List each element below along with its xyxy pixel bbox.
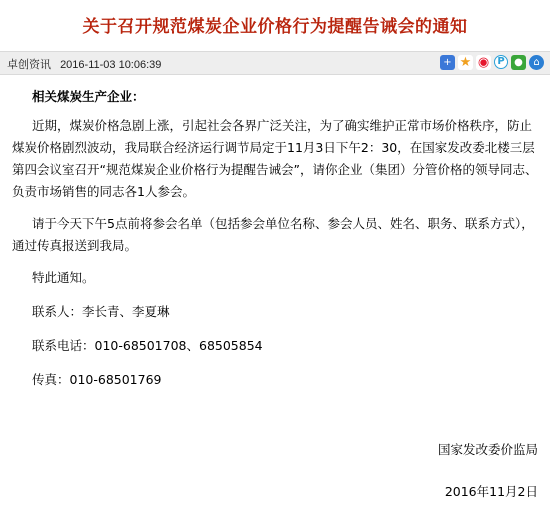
share-toolbar — [440, 55, 544, 70]
notice-line: 特此通知。 — [32, 270, 95, 285]
meta-bar — [0, 51, 550, 75]
star-favorite-icon[interactable]: ★ — [459, 55, 472, 70]
weibo-icon[interactable]: ◉ — [477, 55, 490, 70]
article-body — [12, 86, 542, 403]
contact-person: 联系人：李长青、李夏琳 — [32, 304, 170, 319]
paragraph-1: 近期，煤炭价格急剧上涨，引起社会各界广泛关注，为了确实维护正常市场价格秩序，防止煤炭价格剧烈波动，我局联合经济运行调节局定于11月3日下午2：30，在国家发改委北楼三层第四会议室召开“规范煤炭企业价格行为提醒告诫会”，请你企业（集团）分管价格的领导同志、负责市场销售的同志各1人参会。 — [12, 118, 538, 199]
plus-share-icon[interactable]: + — [440, 55, 455, 70]
p-share-icon[interactable]: P — [494, 55, 508, 69]
article-datetime: 2016-11-03 10:06:39 — [60, 59, 162, 71]
paragraph-2: 请于今天下午5点前将参会名单（包括参会单位名称、参会人员、姓名、职务、联系方式），通过传真报送到我局。 — [12, 216, 534, 253]
fax-number: 传真：010-68501769 — [32, 372, 162, 387]
people-share-icon[interactable]: ⌂ — [529, 55, 544, 70]
article-title: 关于召开规范煤炭企业价格行为提醒告诫会的通知 — [82, 17, 468, 37]
signature: 国家发改委价监局 — [437, 442, 538, 457]
qq-zone-icon[interactable]: ● — [511, 55, 526, 70]
article-source: 卓创资讯 — [7, 59, 51, 71]
issue-date: 2016年11月2日 — [444, 484, 538, 499]
article-meta — [7, 56, 167, 72]
contact-phone: 联系电话：010-68501708、68505854 — [32, 338, 263, 353]
salutation: 相关煤炭生产企业： — [32, 89, 145, 104]
